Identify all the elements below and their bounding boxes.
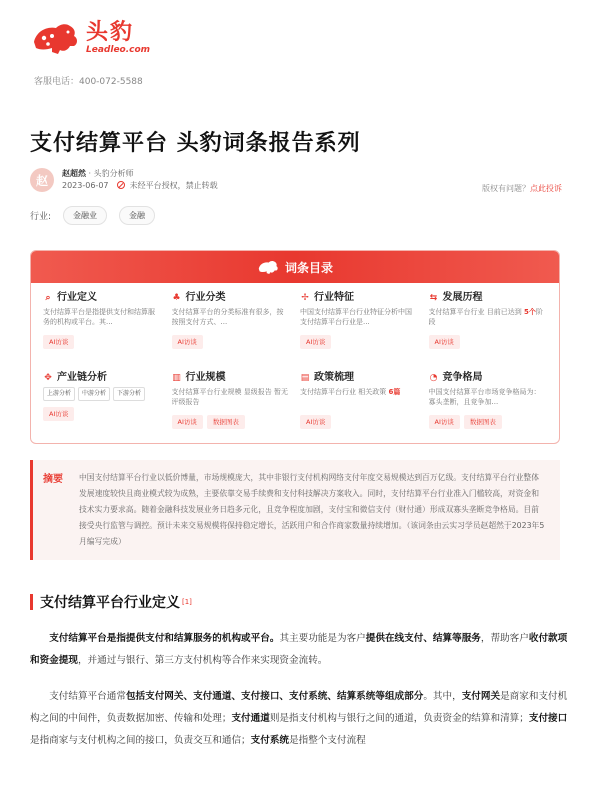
pill-row bbox=[43, 407, 162, 421]
catalog-item-title bbox=[429, 373, 548, 383]
magnifier-icon: ⌕ bbox=[45, 293, 51, 303]
catalog-item-label: 行业规模 bbox=[185, 372, 226, 383]
bold-text: 支付系统 bbox=[250, 735, 290, 746]
catalog-item[interactable] bbox=[429, 371, 548, 444]
subtag-row bbox=[43, 387, 162, 401]
catalog-pill[interactable]: 数据图表 bbox=[464, 415, 502, 429]
catalog-pill[interactable]: 数据图表 bbox=[207, 415, 245, 429]
pill-row bbox=[429, 415, 548, 429]
catalog-item[interactable] bbox=[43, 291, 162, 371]
summary-text: 中国支付结算平台行业以低价博量，市场规模庞大，其中非银行支付机构网络支付年度交易规模达到百万亿级。支付结算平台行业整体发展速度较快且商业模式较为成熟，主要依靠交易手续费和支付科技解决方案收入。同时，支付结算平台行业准入门槛较高，对资金和技术实力要求高。随着金融科技发展业务日趋多元化，且竞争程度加剧，支付宝和微信支付（财付通）形成双寡头垄断竞争格局。目前接受央行监管与调控。预计未来交易规模将保持稳定增长，活跃用户和合作商家数量持续增加。（该词条由云实习学员赵超然于2023年5月编写完成） bbox=[79, 473, 545, 546]
report-link[interactable]: 点此投诉 bbox=[530, 184, 562, 193]
catalog-item-title bbox=[172, 293, 291, 303]
catalog-item-desc: 中国支付结算平台市场竞争格局为：寡头垄断，且竞争加... bbox=[428, 388, 541, 406]
prohibited-icon bbox=[117, 181, 125, 189]
bold-text: 支付网关 bbox=[461, 691, 501, 702]
industry-tag[interactable]: 金融业 bbox=[63, 206, 107, 225]
leopard-logo-icon bbox=[30, 20, 80, 56]
industry-label: 行业: bbox=[30, 212, 52, 222]
section-title: 支付结算平台行业定义 bbox=[40, 595, 180, 611]
reference-link[interactable]: [1] bbox=[182, 598, 192, 606]
catalog-item-label: 行业特征 bbox=[314, 292, 354, 303]
catalog-pill[interactable]: AI访谈 bbox=[172, 415, 203, 429]
catalog-item-desc: 支付结算平台的分类标准有很多，按按照支付方式、... bbox=[171, 308, 284, 326]
body-text: 是商家和支付机构之间的中间件，负责数据加密、传输和处理； bbox=[30, 691, 568, 724]
bold-text: 提供在线支付、结算等服务 bbox=[365, 633, 481, 644]
chain-icon: ✥ bbox=[44, 373, 52, 383]
catalog-item-label: 行业分类 bbox=[185, 292, 226, 303]
definition-paragraph-2 bbox=[30, 686, 570, 752]
catalog-pill[interactable]: AI访谈 bbox=[172, 335, 203, 349]
pill-row bbox=[300, 335, 419, 349]
bold-text: 收付款项和资金提现 bbox=[30, 633, 568, 666]
body-text: 。其中， bbox=[423, 691, 462, 702]
author-role: · 头豹分析师 bbox=[88, 169, 134, 178]
catalog-pill[interactable]: AI访谈 bbox=[300, 415, 331, 429]
catalog-item-desc: 支付结算平台是指提供支付和结算服务的机构或平台。其... bbox=[43, 308, 155, 326]
subtag[interactable]: 中游分析 bbox=[78, 387, 110, 401]
body-text: ，帮助客户 bbox=[480, 633, 529, 644]
section-accent-bar bbox=[30, 594, 33, 610]
bold-text: 支付通道 bbox=[231, 713, 270, 724]
definition-paragraph-1 bbox=[30, 628, 570, 672]
body-text: 则是指支付机构与银行之间的通道，负责资金的结算和清算； bbox=[269, 713, 529, 724]
hierarchy-icon: ♣ bbox=[172, 293, 181, 303]
catalog-header bbox=[31, 251, 559, 283]
publish-date: 2023-06-07 bbox=[62, 181, 109, 190]
catalog-pill[interactable]: AI访谈 bbox=[300, 335, 331, 349]
catalog-item[interactable] bbox=[300, 291, 419, 371]
catalog-card bbox=[30, 250, 560, 444]
page-title: 支付结算平台 头豹词条报告系列 bbox=[30, 131, 361, 156]
bar-chart-icon: ▥ bbox=[172, 373, 181, 383]
catalog-item-label: 产业链分析 bbox=[57, 372, 107, 383]
pill-row bbox=[43, 335, 162, 349]
catalog-item-desc: 中国支付结算平台行业特征分析中国支付结算平台行业是... bbox=[300, 308, 412, 326]
catalog-grid bbox=[31, 283, 559, 444]
copyright-question: 版权有问题？ bbox=[482, 184, 530, 193]
catalog-pill[interactable]: AI访谈 bbox=[43, 335, 74, 349]
catalog-title: 词条目录 bbox=[284, 260, 333, 275]
body-text: ，并通过与银行、第三方支付机构等合作来实现资金流转。 bbox=[77, 655, 328, 666]
industry-tag[interactable]: 金融 bbox=[119, 206, 155, 225]
catalog-pill[interactable]: AI访谈 bbox=[429, 415, 460, 429]
pill-row bbox=[172, 415, 291, 429]
policy-icon: ▤ bbox=[300, 373, 310, 383]
catalog-item-desc: 支付结算平台行业 目前已达到 5个阶段 bbox=[428, 308, 543, 326]
catalog-item-desc: 支付结算平台行业 相关政策 6篇 bbox=[300, 388, 401, 396]
catalog-item-title bbox=[43, 293, 162, 303]
leopard-logo-icon bbox=[257, 259, 279, 275]
pill-row bbox=[300, 415, 419, 429]
catalog-item-title bbox=[43, 373, 162, 383]
catalog-item-label: 政策梳理 bbox=[314, 372, 354, 383]
logo-name: 头豹 bbox=[86, 20, 135, 45]
bold-text: 支付接口 bbox=[528, 713, 568, 724]
catalog-item-desc: 支付结算平台行业规模 显级报告 暂无评级报告 bbox=[171, 388, 288, 406]
leadleo-logo[interactable] bbox=[30, 20, 150, 56]
bold-text: 支付结算平台是指提供支付和结算服务的机构或平台。 bbox=[49, 633, 280, 644]
pill-row bbox=[429, 335, 548, 349]
catalog-item-label: 竞争格局 bbox=[442, 372, 483, 383]
copyright-report bbox=[482, 183, 562, 194]
copy-notice: 未经平台授权，禁止转载 bbox=[129, 181, 218, 190]
body-text: 其主要功能是为客户 bbox=[279, 633, 366, 644]
catalog-item[interactable] bbox=[300, 371, 419, 444]
summary-box bbox=[30, 460, 560, 560]
catalog-item[interactable] bbox=[172, 291, 291, 371]
section-heading bbox=[30, 592, 192, 612]
catalog-item-label: 行业定义 bbox=[57, 292, 97, 303]
summary-label: 摘要 bbox=[43, 474, 63, 485]
subtag[interactable]: 下游分析 bbox=[113, 387, 145, 401]
catalog-pill[interactable]: AI访谈 bbox=[43, 407, 74, 421]
feature-icon: ✢ bbox=[301, 293, 309, 303]
subtag[interactable]: 上游分析 bbox=[43, 387, 75, 401]
logo-domain: Leadleo.com bbox=[86, 45, 151, 55]
author-block bbox=[30, 168, 218, 192]
catalog-pill[interactable]: AI访谈 bbox=[429, 335, 460, 349]
catalog-item-title bbox=[172, 373, 291, 383]
timeline-icon: ⇆ bbox=[429, 293, 438, 303]
body-text: 是指商家与支付机构之间的接口，负责交互和通信； bbox=[30, 735, 251, 746]
bold-text: 包括支付网关、支付通道、支付接口、支付系统、结算系统等组成部分 bbox=[125, 691, 424, 702]
service-phone: 客服电话：400-072-5588 bbox=[34, 77, 143, 87]
catalog-item[interactable] bbox=[43, 371, 162, 444]
catalog-item-title bbox=[300, 373, 419, 383]
catalog-item-label: 发展历程 bbox=[442, 292, 483, 303]
catalog-item[interactable] bbox=[429, 291, 548, 371]
pill-row bbox=[172, 335, 291, 349]
catalog-item[interactable] bbox=[172, 371, 291, 444]
industry-row bbox=[30, 206, 155, 225]
body-text: 支付结算平台通常 bbox=[49, 691, 126, 702]
catalog-item-title bbox=[300, 293, 419, 303]
author-name[interactable]: 赵超然 bbox=[62, 169, 86, 178]
avatar: 赵 bbox=[30, 168, 54, 192]
pie-chart-icon: ◔ bbox=[429, 373, 438, 383]
catalog-item-title bbox=[429, 293, 548, 303]
body-text: 是指整个支付流程 bbox=[289, 735, 366, 746]
